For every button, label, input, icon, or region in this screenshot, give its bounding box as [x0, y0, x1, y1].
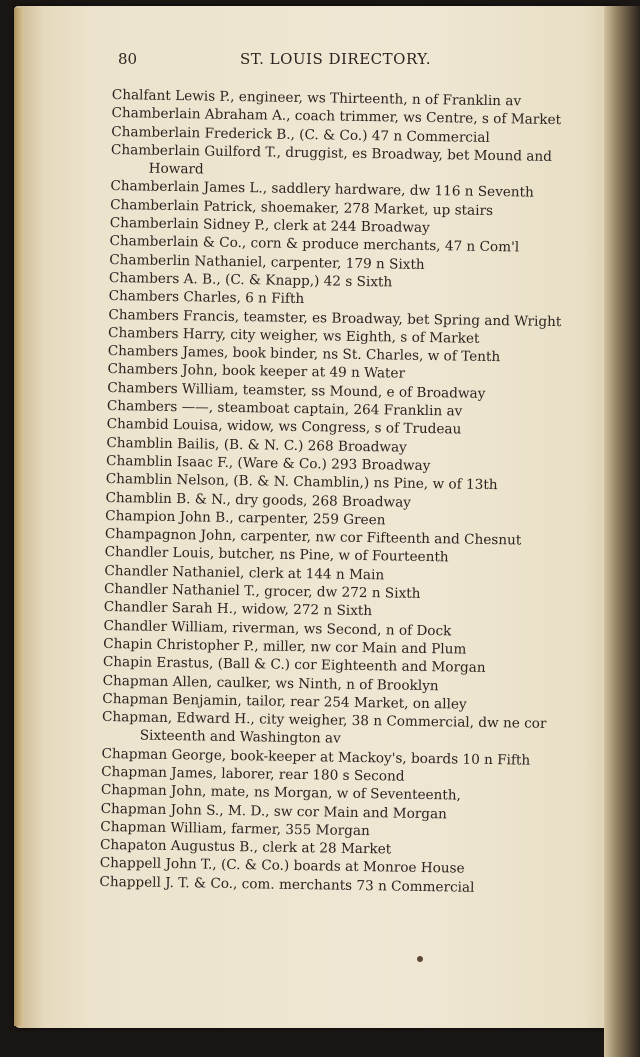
- page-number: 80: [118, 50, 138, 68]
- directory-entry: Chambers Francis, teamster, es Broadway, bet Spring and Wright: [108, 306, 562, 330]
- directory-entry: Chambers James, book binder, ns St. Charles, w of Tenth: [107, 343, 501, 366]
- directory-entry: Chamblin B. & N., dry goods, 268 Broadway: [105, 489, 412, 511]
- directory-entry: Chandler Louis, butcher, ns Pine, w of Fourteenth: [104, 544, 449, 566]
- running-title: ST. LOUIS DIRECTORY.: [240, 50, 432, 68]
- directory-entry: Chambid Louisa, widow, ws Congress, s of Trudeau: [106, 416, 462, 438]
- directory-entry: Chamberlain Sidney P., clerk at 244 Broadway: [109, 215, 430, 237]
- directory-entry: Chambers A. B., (C. & Knapp,) 42 s Sixth: [108, 269, 393, 291]
- directory-entry: Chapman William, farmer, 355 Morgan: [100, 818, 370, 840]
- page-left-edge: [14, 8, 24, 1026]
- directory-entry: Chapin Erastus, (Ball & C.) cor Eighteenth and Morgan: [102, 654, 486, 677]
- directory-entry: Chapman, Edward H., city weigher, 38 n Commercial, dw ne cor Sixteenth and Washington av: [101, 709, 547, 748]
- directory-entry: Chambers William, teamster, ss Mound, e of Broadway: [107, 379, 486, 402]
- directory-entry: Chandler Nathaniel T., grocer, dw 272 n Sixth: [103, 580, 421, 602]
- directory-entry: Chandler William, riverman, ws Second, n of Dock: [103, 617, 452, 640]
- directory-entry: Chandler Nathaniel, clerk at 144 n Main: [104, 562, 385, 584]
- directory-entry: Chambers Harry, city weigher, ws Eighth, s of Market: [107, 324, 480, 347]
- directory-entry: Chamberlain Abraham A., coach trimmer, ws Centre, s of Market: [111, 105, 562, 129]
- directory-entry: Chappell J. T. & Co., com. merchants 73 n Commercial: [99, 873, 475, 896]
- directory-entry: Chamberlain James L., saddlery hardware, dw 116 n Seventh: [110, 178, 534, 202]
- directory-entry: Chapman John S., M. D., sw cor Main and Morgan: [100, 800, 448, 822]
- directory-entry: Chamberlin Nathaniel, carpenter, 179 n Sixth: [109, 251, 425, 273]
- page-header: [118, 46, 568, 72]
- directory-entry: Chandler Sarah H., widow, 272 n Sixth: [103, 599, 373, 620]
- directory-entry: Champagnon John, carpenter, nw cor Fifteenth and Chesnut: [104, 526, 522, 549]
- directory-entry: Chamberlain Guilford T., druggist, es Broadway, bet Mound and Howard: [110, 141, 553, 178]
- directory-entry: Chamberlain & Co., corn & produce merchants, 47 n Com'l: [109, 233, 520, 256]
- directory-entry: Chamberlain Frederick B., (C. & Co.) 47 n Commercial: [111, 123, 490, 146]
- directory-entry: Chapman Allen, caulker, ws Ninth, n of Brooklyn: [102, 672, 439, 694]
- directory-entry: Chambers John, book keeper at 49 n Water: [107, 361, 406, 383]
- directory-entry: Chalfant Lewis P., engineer, ws Thirteenth, n of Franklin av: [111, 86, 522, 110]
- directory-entry: Champion John B., carpenter, 259 Green: [105, 507, 386, 529]
- directory-entry: Chamblin Bailis, (B. & N. C.) 268 Broadway: [106, 434, 407, 456]
- directory-entry: Chapman George, book-keeper at Mackoy's, boards 10 n Fifth: [101, 745, 531, 769]
- directory-entry: Chapaton Augustus B., clerk at 28 Market: [99, 837, 392, 858]
- directory-entry: Chapman John, mate, ns Morgan, w of Seventeenth,: [100, 782, 462, 804]
- ink-spot: [417, 956, 423, 962]
- directory-entry: Chambers ——, steamboat captain, 264 Franklin av: [106, 398, 463, 420]
- directory-entry: Chamberlain Patrick, shoemaker, 278 Market, up stairs: [110, 196, 494, 219]
- directory-entry: Chapin Christopher P., miller, nw cor Main and Plum: [103, 635, 467, 658]
- directory-entry: Chappell John T., (C. & Co.) boards at Monroe House: [99, 855, 465, 878]
- directory-entry: Chamblin Isaac F., (Ware & Co.) 293 Broadway: [105, 452, 431, 474]
- directory-entries: [99, 86, 570, 898]
- directory-entry: Chamblin Nelson, (B. & N. Chamblin,) ns Pine, w of 13th: [105, 471, 498, 494]
- directory-entry: Chapman Benjamin, tailor, rear 254 Market, on alley: [102, 690, 467, 713]
- directory-entry: Chapman James, laborer, rear 180 s Second: [101, 763, 405, 785]
- binding-shadow: [604, 6, 640, 1057]
- directory-entry: Chambers Charles, 6 n Fifth: [108, 288, 305, 308]
